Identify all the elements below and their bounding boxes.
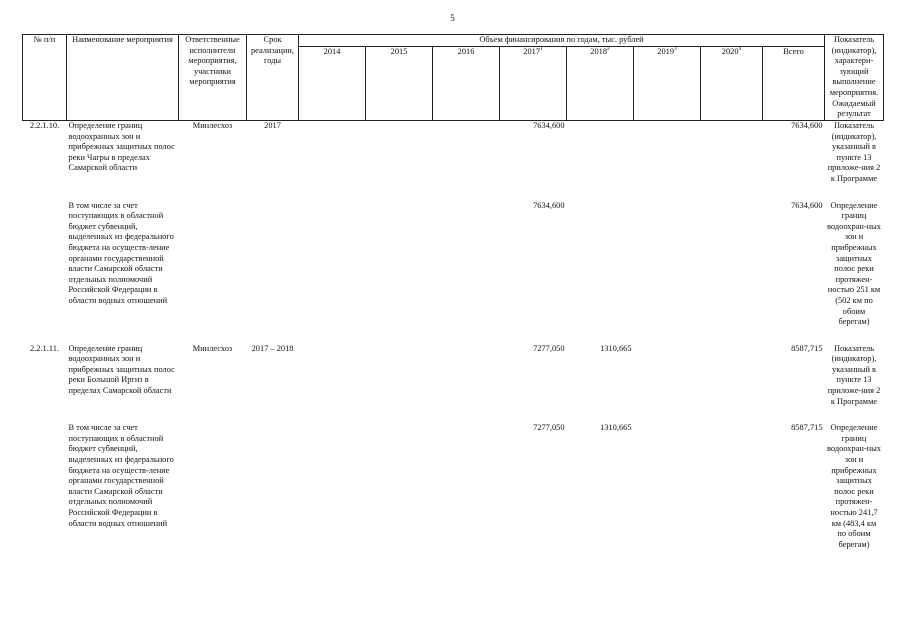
header-year: 2017$^1$ — [500, 47, 567, 121]
row-value — [299, 344, 366, 408]
row-name: В том числе за счет поступающих в областной бюджет субвенций, выделенных из федерального бюджета на осуществ-ление органами государственной власти Самарской области отдельных полномочий Российской Федерации в области водных отношений — [68, 423, 174, 528]
row-value: 7634,600 — [533, 121, 565, 130]
row-value — [366, 201, 433, 328]
header-indicator: Показатель (индикатор), характери-зующий выполнение мероприятия. Ожидаемый результат — [825, 35, 884, 121]
header-total: Всего — [763, 47, 825, 121]
row-value — [701, 423, 763, 550]
row-period: 2017 – 2018 — [251, 343, 294, 353]
row-num: 2.2.1.11. — [29, 343, 59, 353]
header-year: 2019$^3$ — [634, 47, 701, 121]
row-period — [247, 201, 299, 328]
header-funding: Объем финансирования по годам, тыс. рублей — [299, 35, 825, 47]
row-num — [23, 201, 67, 328]
row-executor — [179, 423, 247, 550]
row-indicator: Показатель (индикатор), указанный в пункте 13 приложе-ния 2 к Программе — [827, 121, 881, 183]
row-value — [567, 201, 634, 328]
header-period: Срок реализации, годы — [247, 35, 299, 121]
row-name: Определение границ водоохранных зон и прибрежных защитных полос реки Чагры в пределах Самарской области — [68, 121, 175, 173]
row-value — [567, 121, 634, 185]
row-total: 7634,600 — [791, 200, 823, 210]
row-value: 7277,050 — [533, 423, 565, 433]
table-row — [23, 121, 884, 185]
page-number: 5 — [450, 13, 455, 23]
row-value — [433, 121, 500, 185]
header-name: Наименование мероприятия — [67, 35, 179, 121]
row-value — [634, 121, 701, 185]
row-value — [299, 201, 366, 328]
row-total: 8587,715 — [791, 343, 823, 353]
row-num — [23, 423, 67, 550]
header-year: 2016 — [433, 47, 500, 121]
row-indicator: Показатель (индикатор), указанный в пункте 13 приложе-ния 2 к Программе — [827, 343, 881, 406]
row-num: 2.2.1.10. — [29, 121, 60, 130]
row-value — [366, 121, 433, 185]
row-value — [299, 121, 366, 185]
row-value: 1310,665 — [600, 423, 632, 433]
row-value — [299, 423, 366, 550]
row-total: 8587,715 — [791, 423, 823, 433]
row-value — [634, 344, 701, 408]
row-value — [701, 201, 763, 328]
row-indicator: Определение границ водоохран-ных зон и прибрежных защитных полос реки протяжен-ностью 251 км (502 км по обоим берегам) — [827, 200, 881, 327]
header-num: № п/п — [23, 35, 67, 121]
row-indicator: Определение границ водоохран-ных зон и прибрежных защитных полос реки протяжен-ностью 241,7 км (483,4 км по обоим берегам) — [827, 423, 881, 549]
row-value — [701, 121, 763, 185]
row-value — [433, 344, 500, 408]
row-value: 1310,665 — [600, 343, 632, 353]
row-value — [634, 201, 701, 328]
row-value — [634, 423, 701, 550]
row-period — [247, 423, 299, 550]
row-value — [433, 423, 500, 550]
header-year: 2020$^4$ — [701, 47, 763, 121]
row-value — [366, 344, 433, 408]
row-value: 7634,600 — [533, 200, 565, 210]
row-name: Определение границ водоохранных зон и прибрежных защитных полос реки Большой Иргиз в пределах Самарской области — [68, 343, 175, 396]
row-name: В том числе за счет поступающих в областной бюджет субвенций, выделенных из федерального бюджета на осуществ-ление органами государственной власти Самарской области отдельных полномочий Российской Федерации в области водных отношений — [68, 200, 174, 305]
row-executor: Минлесхоз — [192, 343, 233, 353]
row-value — [433, 201, 500, 328]
row-total: 7634,600 — [791, 121, 823, 130]
funding-table — [22, 34, 884, 550]
header-year: 2018$^2$ — [567, 47, 634, 121]
header-executors: Ответственные исполнители мероприятия, участники мероприятия — [179, 35, 247, 121]
row-executor — [179, 201, 247, 328]
header-year: 2015 — [366, 47, 433, 121]
row-value — [701, 344, 763, 408]
row-value: 7277,050 — [533, 343, 565, 353]
row-executor: Минлесхоз — [192, 121, 233, 130]
table-row — [23, 344, 884, 408]
row-value — [366, 423, 433, 550]
table-row — [23, 423, 884, 550]
header-year: 2014 — [299, 47, 366, 121]
table-row — [23, 201, 884, 328]
row-period: 2017 — [264, 121, 281, 130]
